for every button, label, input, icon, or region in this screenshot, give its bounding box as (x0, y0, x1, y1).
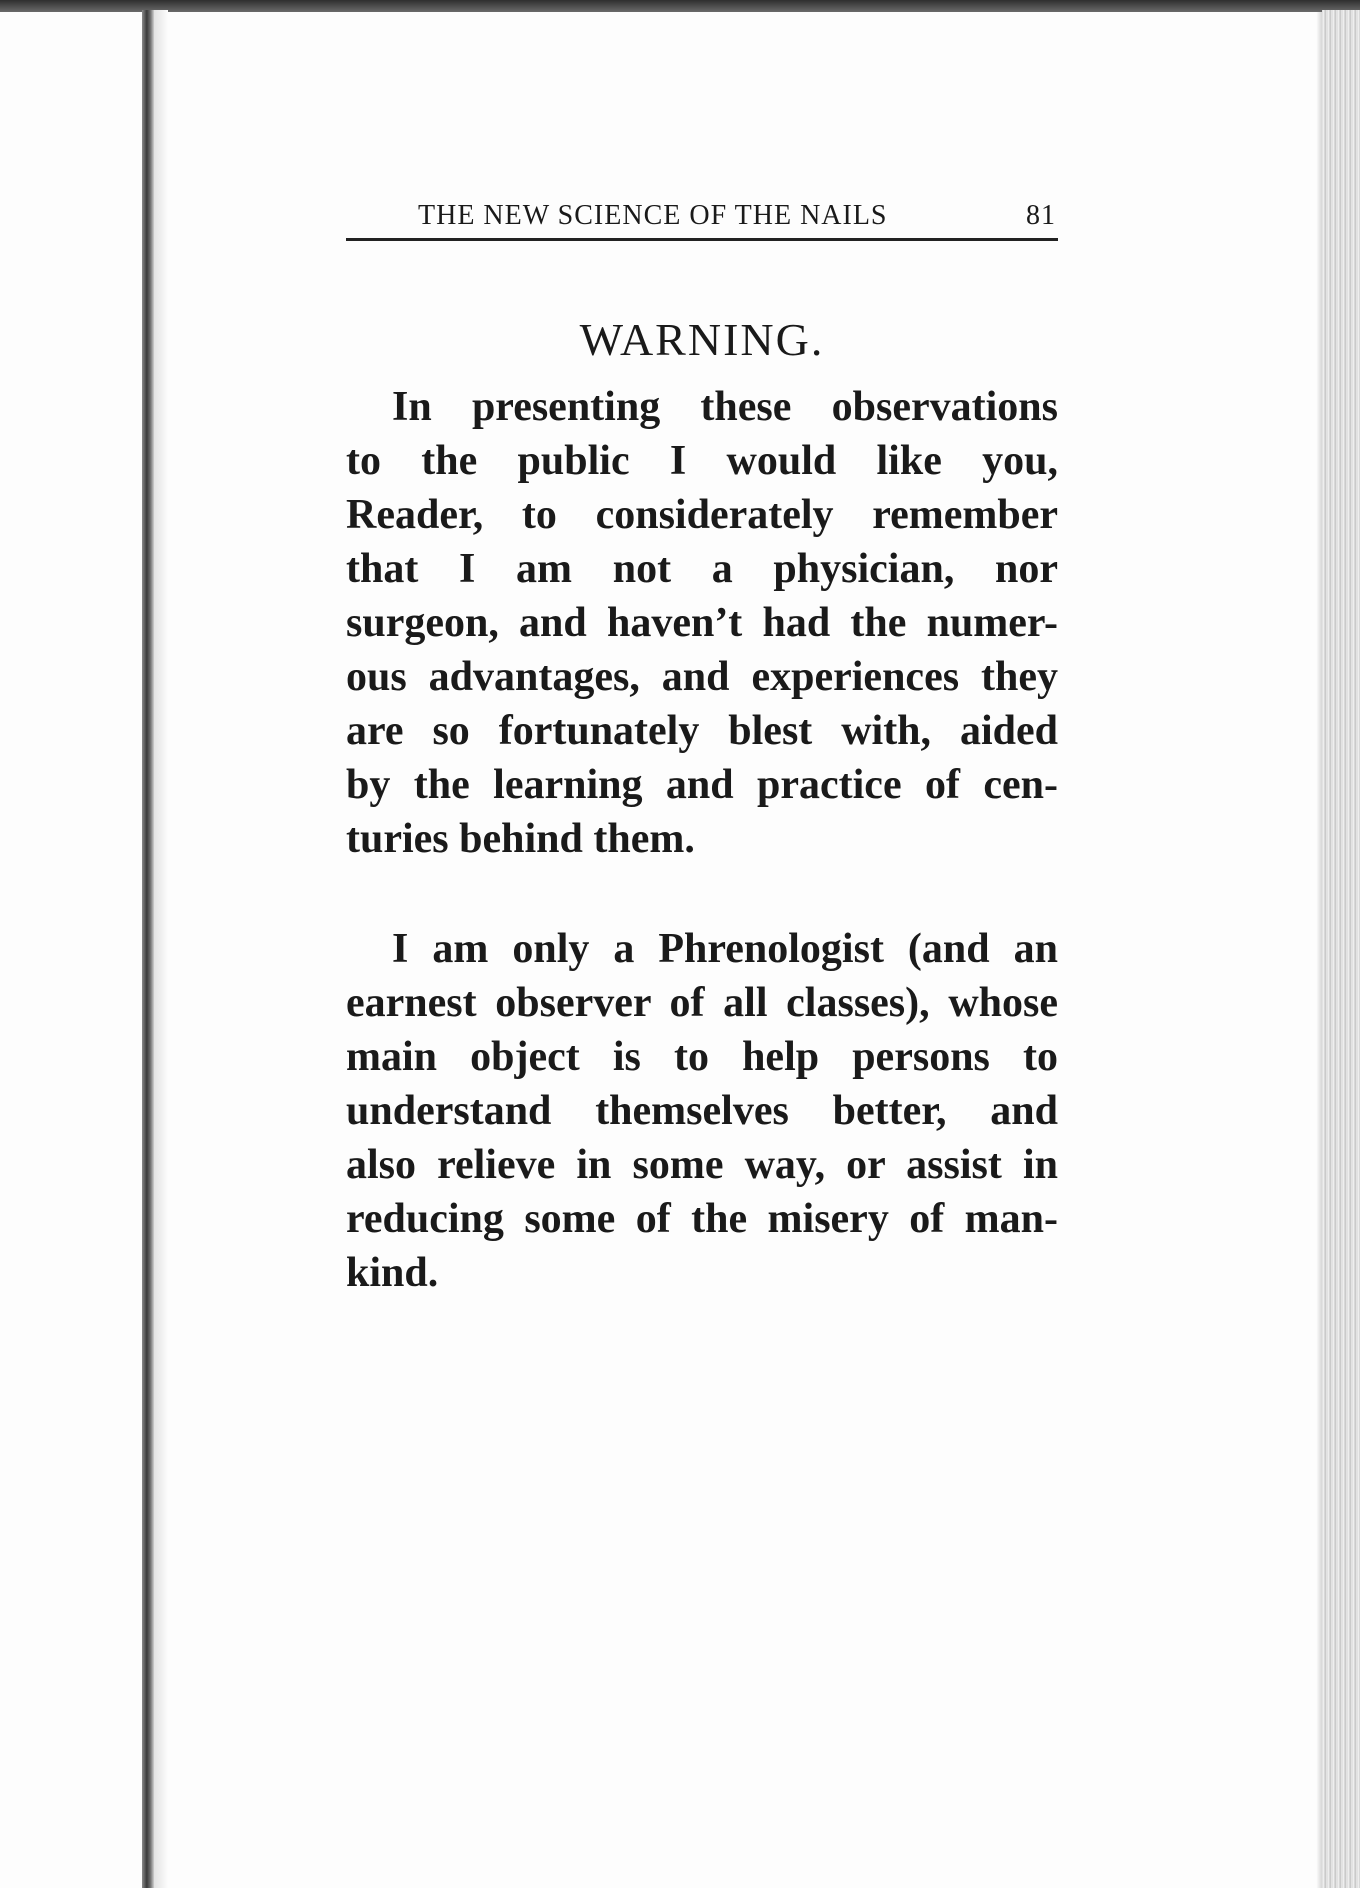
text-line: reducing some of the misery of man- (346, 1196, 1058, 1242)
text-line: kind. (346, 1250, 439, 1296)
text-line: that I am not a physician, nor (346, 546, 1058, 592)
text-line: are so fortunately blest with, aided (346, 708, 1058, 754)
paragraph-1 (346, 380, 1058, 866)
text-line: also relieve in some way, or assist in (346, 1142, 1058, 1188)
section-title: WARNING. (579, 314, 825, 365)
running-title: THE NEW SCIENCE OF THE NAILS (418, 200, 888, 231)
book-fore-edge (1322, 10, 1360, 1888)
page-content (346, 200, 1058, 1300)
paragraph-2 (346, 922, 1058, 1300)
text-line: to the public I would like you, (346, 438, 1058, 484)
text-line: understand themselves better, and (346, 1088, 1058, 1134)
gutter-shadow (154, 10, 168, 1888)
text-line: earnest observer of all classes), whose (346, 980, 1058, 1026)
text-line: In presenting these observations (392, 384, 1058, 430)
text-line: Reader, to considerately remember (346, 492, 1058, 538)
book-gutter (142, 10, 154, 1888)
text-line: by the learning and practice of cen- (346, 762, 1058, 808)
scan-top-edge (0, 0, 1360, 12)
text-line: main object is to help persons to (346, 1034, 1058, 1080)
page-number: 81 (1026, 200, 1056, 231)
running-header (346, 200, 1058, 241)
text-line: turies behind them. (346, 816, 695, 862)
text-line: I am only a Phrenologist (and an (392, 926, 1058, 972)
text-line: surgeon, and haven’t had the numer- (346, 600, 1058, 646)
text-line: ous advantages, and experiences they (346, 654, 1058, 700)
